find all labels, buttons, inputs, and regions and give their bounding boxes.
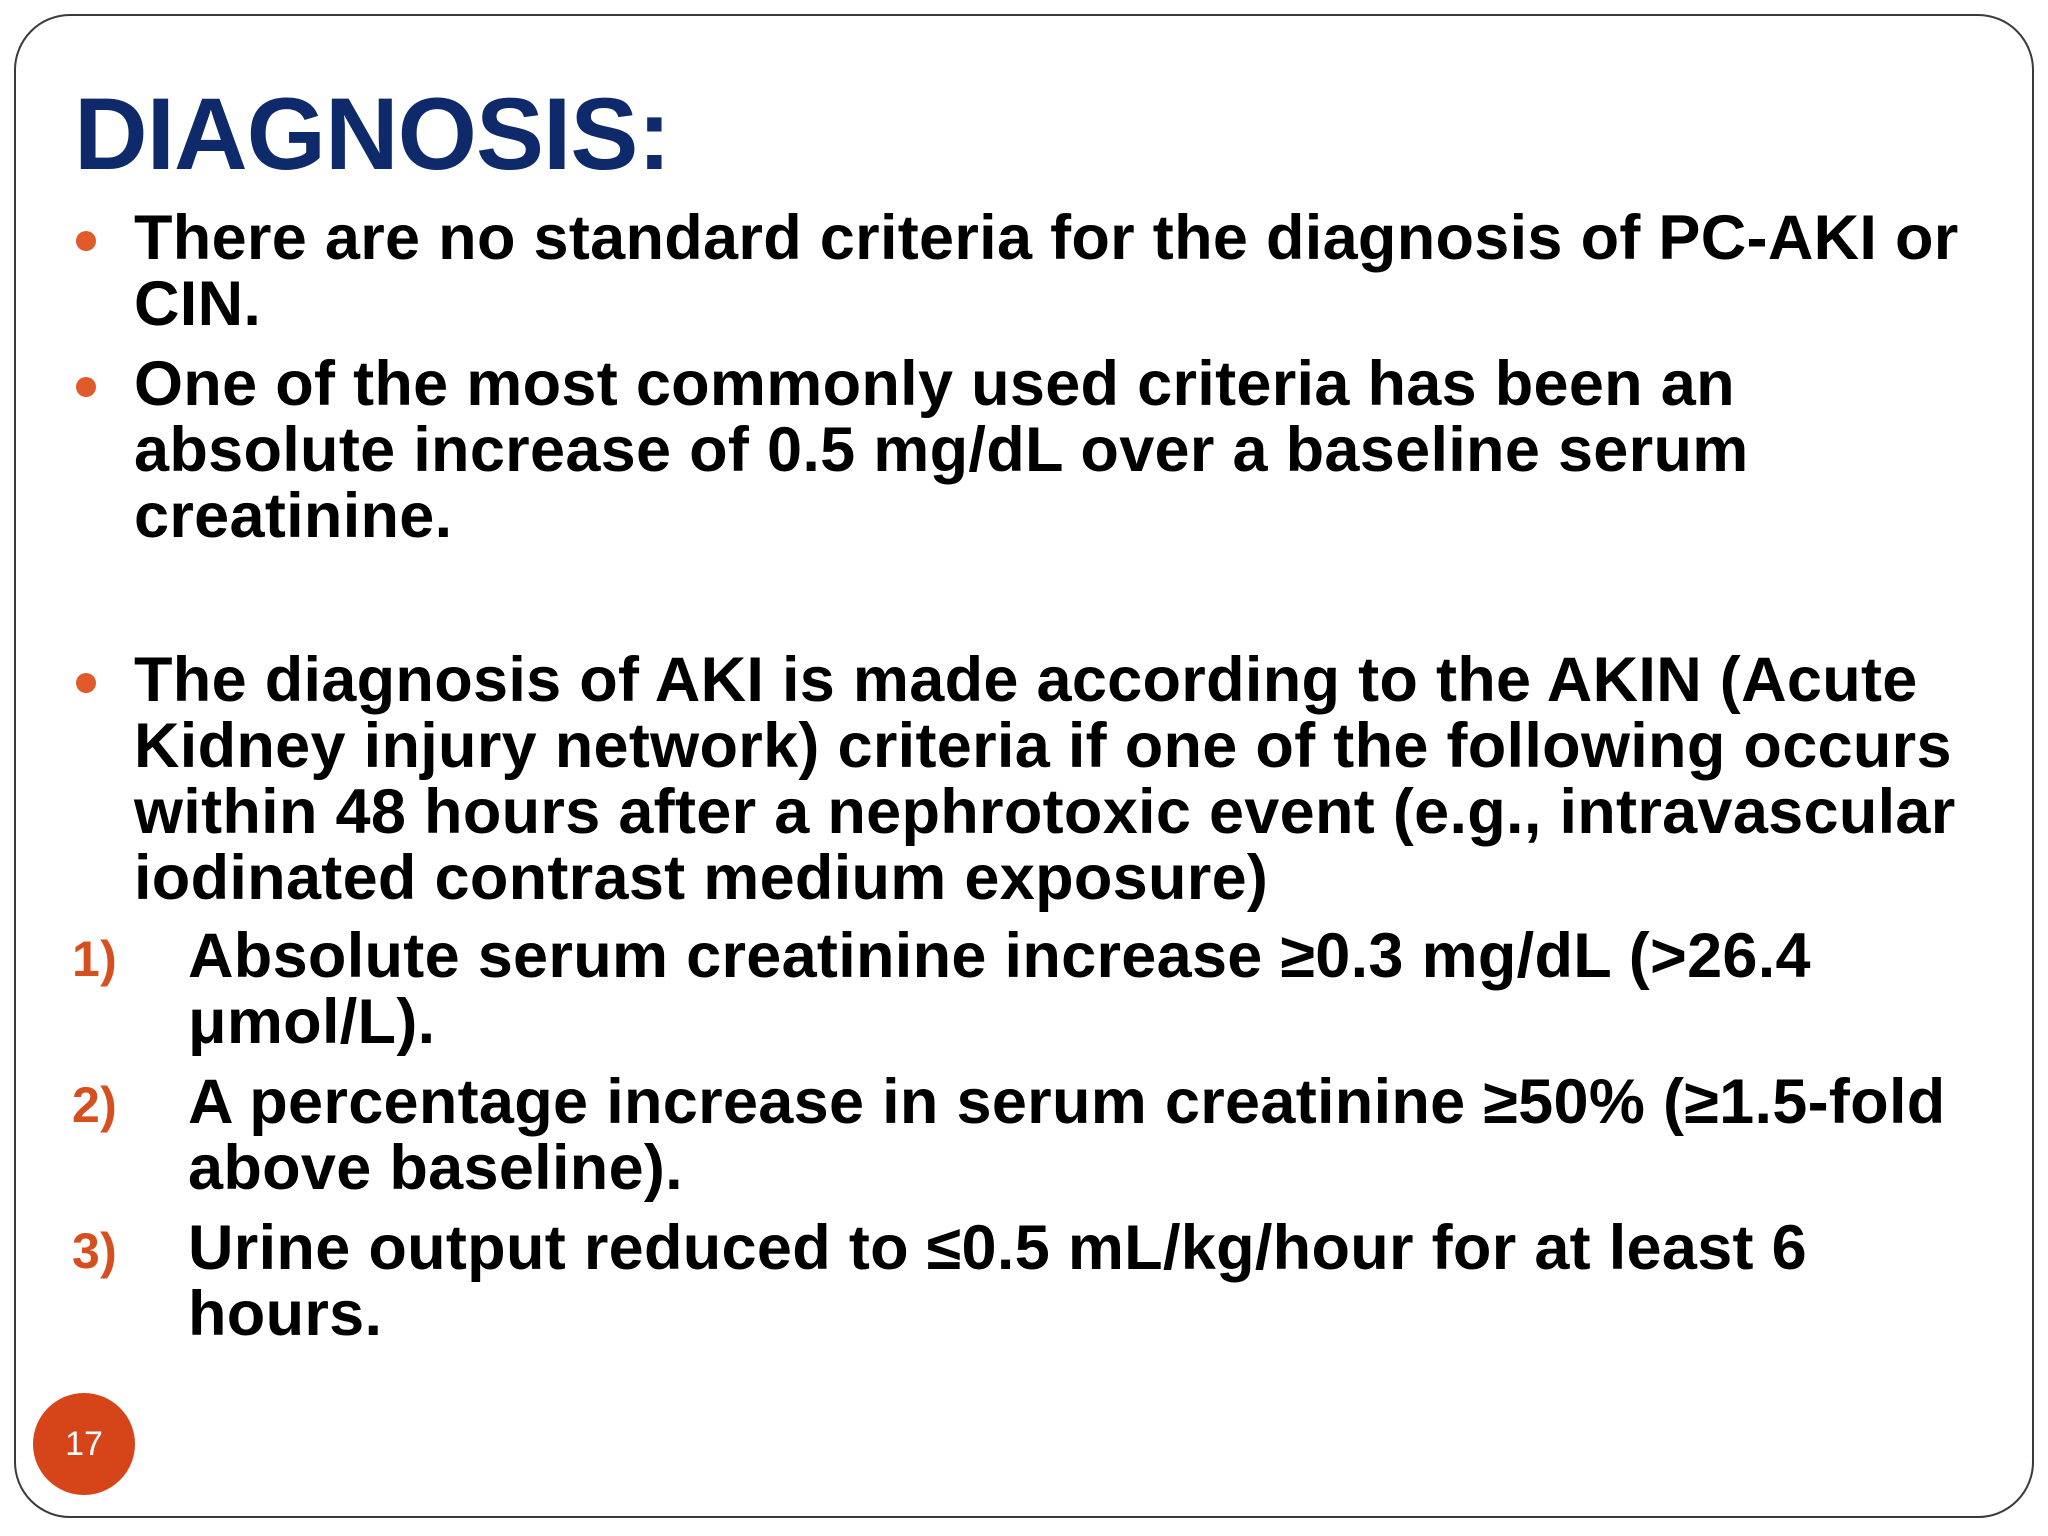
numbered-text: Absolute serum creatinine increase ≥0.3 mg/dL (>26.4 μmol/L). [188, 921, 1811, 1057]
page-number-badge: 17 [33, 1393, 135, 1495]
numbered-text: A percentage increase in serum creatinine ≥50% (≥1.5-fold above baseline). [188, 1067, 1946, 1203]
bullet-item [72, 205, 1972, 337]
slide-content [72, 205, 1972, 1347]
numbered-marker: 1) [72, 931, 118, 987]
numbered-item [72, 1215, 1972, 1347]
numbered-marker: 3) [72, 1223, 118, 1279]
numbered-item [72, 1069, 1972, 1201]
bullet-dot-icon [76, 673, 96, 693]
bullet-text: There are no standard criteria for the diagnosis of PC-AKI or CIN. [134, 203, 1959, 339]
bullet-dot-icon [76, 377, 96, 397]
bullet-text: The diagnosis of AKI is made according to the AKIN (Acute Kidney injury network) criteria if one of the following occurs within 48 hours after a nephrotoxic event (e.g., intravascular iodinated contrast medium exposure) [134, 645, 1956, 913]
slide-title: DIAGNOSIS: [74, 77, 671, 191]
numbered-item [72, 923, 1972, 1055]
numbered-text: Urine output reduced to ≤0.5 mL/kg/hour for at least 6 hours. [188, 1213, 1807, 1349]
bullet-text: One of the most commonly used criteria has been an absolute increase of 0.5 mg/dL over a baseline serum creatinine. [134, 349, 1749, 551]
numbered-marker: 2) [72, 1077, 118, 1133]
bullet-dot-icon [76, 231, 96, 251]
bullet-item [72, 351, 1972, 549]
bullet-item [72, 647, 1972, 911]
